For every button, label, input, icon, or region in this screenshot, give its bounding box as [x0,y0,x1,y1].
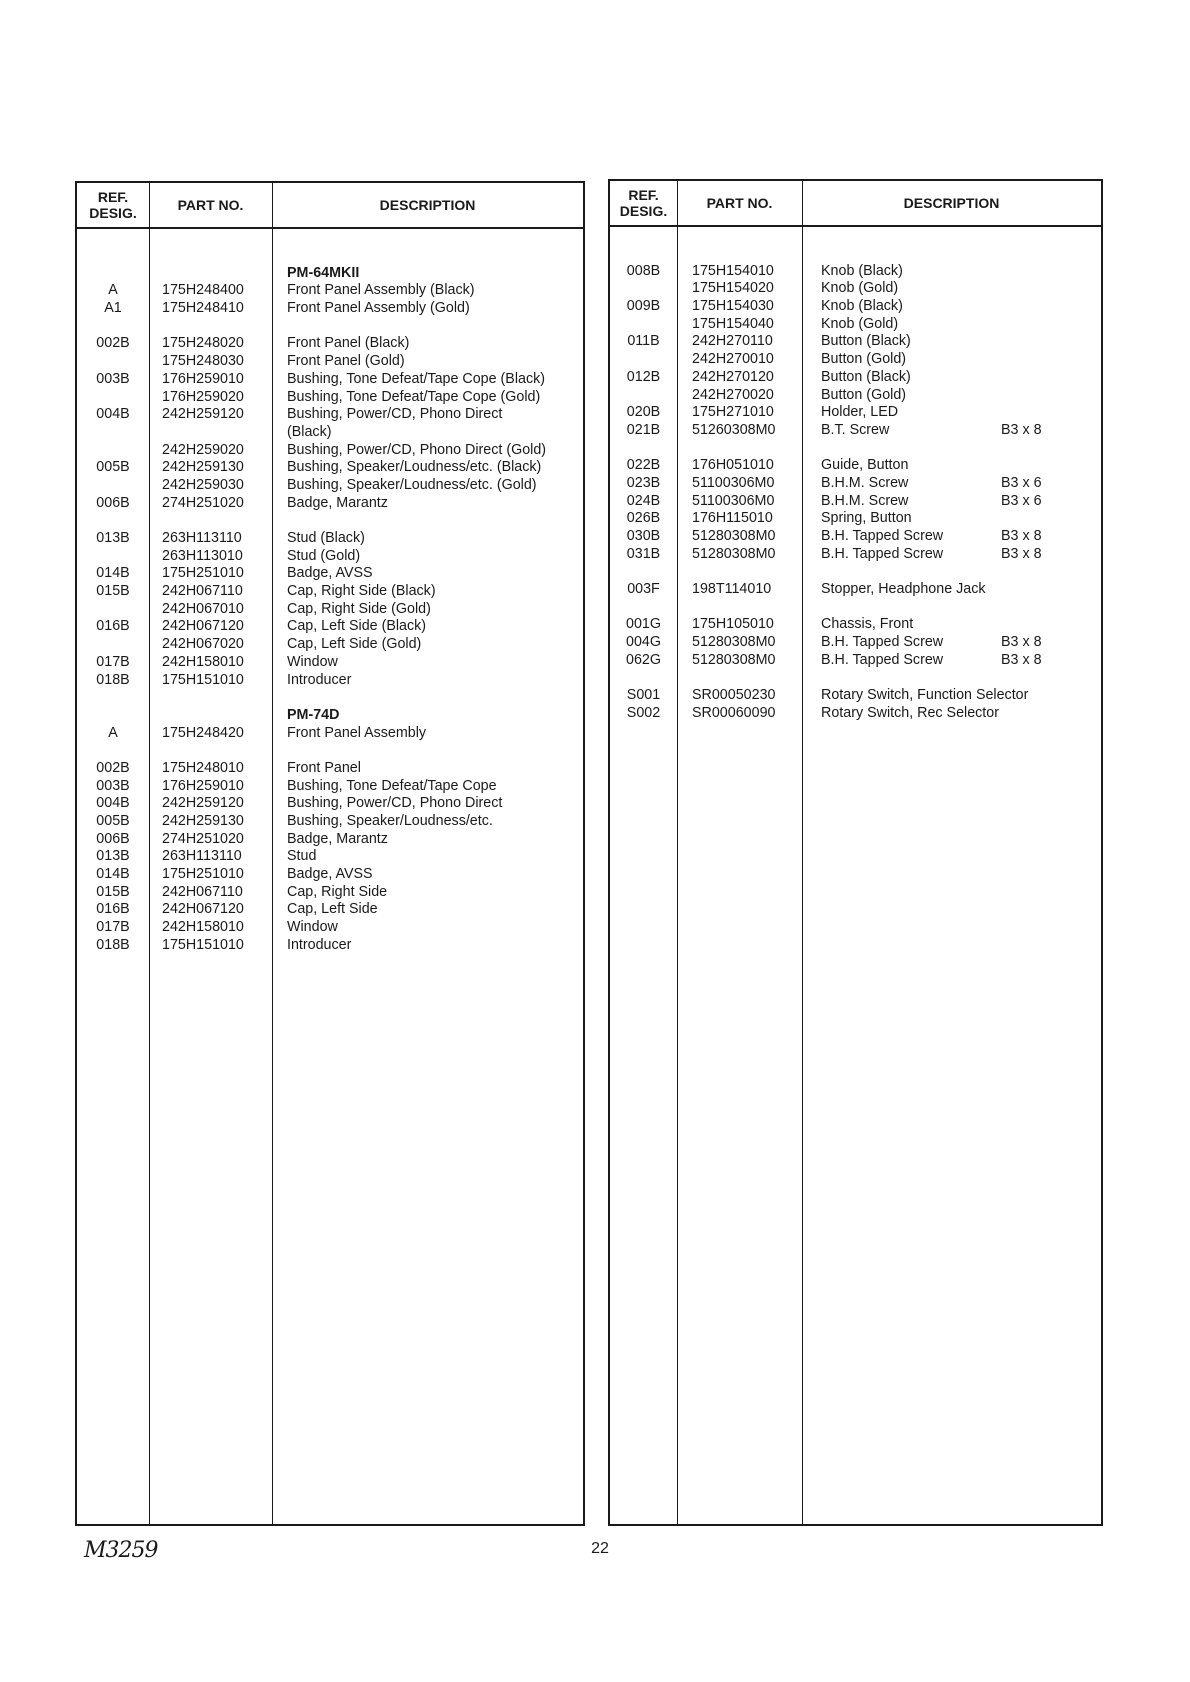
part-no-cell: 175H251010 [162,565,244,582]
table-row [610,546,1101,564]
ref-desig-cell: 005B [96,813,130,829]
parts-list-right [610,245,1101,723]
table-row [610,280,1101,298]
description-cell: Spring, Button [821,510,912,527]
table-row [77,866,583,884]
description-cell: Knob (Black) [821,298,903,315]
part-no-cell: 175H248030 [162,353,244,370]
description-cell: Cap, Left Side (Black) [287,618,427,635]
ref-desig-cell: 009B [626,298,661,315]
ref-desig-cell: 002B [96,759,130,776]
header-divider [77,227,583,229]
ref-desig-cell: 024B [626,492,661,509]
table-row [77,459,583,477]
description-cell: Rotary Switch, Function Selector [821,687,1029,704]
part-no-cell: 175H105010 [692,616,774,633]
screw-size-cell: B3 x 8 [1001,545,1042,562]
table-row [77,565,583,583]
part-no-cell: 242H067010 [162,600,244,617]
part-no-cell: 51100306M0 [692,492,775,509]
ref-desig-cell: 022B [626,457,661,474]
header-ref: REF. [628,187,659,203]
description-cell: Knob (Gold) [821,280,899,297]
table-row [610,652,1101,670]
table-row [77,583,583,601]
ref-desig-cell: 006B [96,494,130,511]
part-no-cell: 242H259120 [162,406,244,423]
table-row [77,495,583,513]
part-no-cell: 175H154010 [692,262,774,279]
table-row [77,831,583,849]
description-cell: Button (Black) [821,368,911,385]
description-cell: Cap, Right Side (Black) [287,583,436,600]
description-cell: Bushing, Tone Defeat/Tape Cope [287,777,497,794]
description-cell: B.T. Screw [821,421,890,438]
ref-desig-cell: 013B [96,848,130,865]
table-row [610,457,1101,475]
table-row [77,548,583,566]
ref-desig-cell: 017B [96,919,130,936]
page-number: 22 [591,1540,609,1557]
ref-desig-cell: 003B [96,777,130,794]
ref-desig-cell: 015B [96,583,130,600]
ref-desig-cell: 014B [96,866,130,883]
header-part-no: PART NO. [706,195,773,211]
table-row [610,404,1101,422]
model-heading: PM-74D [287,706,340,723]
part-no-cell: 242H158010 [162,919,244,936]
table-row [610,493,1101,511]
part-no-cell: 51260308M0 [692,421,776,438]
table-row [77,672,583,690]
part-no-cell: 176H259010 [162,777,244,794]
part-no-cell: 242H259120 [162,795,244,812]
description-cell: Stud (Gold) [287,547,361,564]
table-row [77,778,583,796]
description-cell: Cap, Right Side [287,883,388,900]
ref-desig-cell: 017B [96,653,130,670]
description-cell: Knob (Gold) [821,315,899,332]
ref-desig-cell: 004G [626,634,661,651]
description-cell: B.H. Tapped Screw [821,634,944,651]
part-no-cell: 242H259130 [162,459,244,476]
ref-desig-cell: 026B [626,510,661,527]
part-no-cell: SR00060090 [692,704,776,721]
table-row [610,705,1101,723]
table-row [77,618,583,636]
table-row [77,795,583,813]
parts-table-left [75,181,585,1526]
ref-desig-cell: 015B [96,883,130,900]
header-ref-desig [77,183,149,227]
screw-size-cell: B3 x 8 [1001,421,1042,438]
header-divider [610,225,1101,227]
part-no-cell: 176H051010 [692,457,774,474]
table-row [77,725,583,743]
description-cell: (Black) [287,423,332,440]
description-cell: Bushing, Speaker/Loudness/etc. (Gold) [287,476,537,493]
ref-desig-cell: 008B [626,262,661,279]
part-no-cell: 263H113110 [162,848,242,865]
header-desig: DESIG. [89,205,137,221]
header-part-no: PART NO. [177,197,244,213]
header-ref-desig [610,181,677,225]
screw-size-cell: B3 x 8 [1001,528,1042,544]
table-row [77,353,583,371]
ref-desig-cell: 005B [96,459,130,476]
part-no-cell: 242H259030 [162,476,244,493]
table-row [77,442,583,460]
part-no-cell: 242H270120 [692,368,774,385]
part-no-cell: 263H113110 [162,530,242,546]
part-no-cell: 175H154020 [692,280,774,297]
ref-desig-cell: 006B [96,830,130,847]
part-no-cell: 242H067120 [162,901,244,918]
description-cell: Front Panel (Gold) [287,353,405,370]
description-cell: Bushing, Speaker/Loudness/etc. (Black) [287,459,542,476]
ref-desig-cell: 014B [96,565,130,582]
ref-desig-cell: 016B [96,618,130,635]
table-row [77,335,583,353]
description-cell: Guide, Button [821,457,909,474]
screw-size-cell: B3 x 8 [1001,634,1042,651]
description-cell: Rotary Switch, Rec Selector [821,704,999,721]
part-no-cell: 175H151010 [162,936,244,953]
description-cell: Cap, Left Side [287,901,378,918]
part-no-cell: 242H259020 [162,441,244,458]
ref-desig-cell: 030B [626,528,661,544]
table-row [610,298,1101,316]
part-no-cell: 274H251020 [162,830,244,847]
part-no-cell: 51100306M0 [692,474,775,491]
part-no-cell: 242H158010 [162,653,244,670]
table-row [610,263,1101,281]
table-row [610,581,1101,599]
row-spacer [77,742,583,760]
description-cell: Front Panel Assembly [287,724,427,741]
ref-desig-cell: 011B [627,333,660,350]
ref-desig-cell: 021B [626,421,661,438]
table-row [610,351,1101,369]
table-row [77,265,583,283]
part-no-cell: 175H248020 [162,335,244,352]
table-row [77,371,583,389]
table-row [610,528,1101,546]
header-ref: REF. [97,189,129,205]
table-row [610,687,1101,705]
description-cell: Cap, Right Side (Gold) [287,600,431,617]
table-row [77,654,583,672]
part-no-cell: 51280308M0 [692,528,776,544]
table-row [77,919,583,937]
part-no-cell: 176H115010 [692,510,773,527]
ref-desig-cell: 012B [626,368,661,385]
description-cell: Button (Black) [821,333,911,350]
description-cell: Introducer [287,671,352,688]
ref-desig-cell: 004B [96,406,130,423]
description-cell: B.H. Tapped Screw [821,545,944,562]
table-row [610,475,1101,493]
description-cell: Front Panel Assembly (Gold) [287,300,470,317]
description-cell: Front Panel [287,759,361,776]
row-spacer [77,512,583,530]
table-row [77,282,583,300]
part-no-cell: 175H271010 [692,404,774,421]
part-no-cell: 175H248400 [162,282,244,299]
table-row [610,616,1101,634]
table-row [610,510,1101,528]
description-cell: Bushing, Tone Defeat/Tape Cope (Black) [287,370,546,387]
part-no-cell: 175H248410 [162,300,244,317]
part-no-cell: 242H067120 [162,618,244,635]
ref-desig-cell: 001G [626,616,661,633]
table-row [77,884,583,902]
table-row [77,601,583,619]
table-row [77,389,583,407]
description-cell: Badge, AVSS [287,565,373,582]
part-no-cell: 242H067110 [162,883,243,900]
ref-desig-cell: S002 [626,704,661,721]
part-no-cell: 274H251020 [162,494,244,511]
ref-desig-cell: A [108,724,118,741]
part-no-cell: 51280308M0 [692,545,776,562]
description-cell: Button (Gold) [821,351,907,368]
ref-desig-cell: 018B [96,936,130,953]
row-spacer [610,440,1101,458]
model-heading: PM-64MKII [287,264,360,281]
header-desig: DESIG. [619,203,668,219]
row-spacer [610,563,1101,581]
parts-list-left [77,247,583,955]
table-row [77,813,583,831]
description-cell: Stud (Black) [287,530,365,546]
description-cell: Bushing, Power/CD, Phono Direct [287,795,503,812]
header-description: DESCRIPTION [379,197,476,213]
ref-desig-cell: 018B [96,671,130,688]
description-cell: Introducer [287,936,352,953]
screw-size-cell: B3 x 6 [1001,474,1042,491]
description-cell: Bushing, Speaker/Loudness/etc. [287,813,493,829]
description-cell: Bushing, Power/CD, Phono Direct (Gold) [287,441,547,458]
part-no-cell: 242H067020 [162,636,244,653]
part-no-cell: 51280308M0 [692,651,776,668]
part-no-cell: 263H113010 [162,547,243,564]
ref-desig-cell: 002B [96,335,130,352]
table-row [77,477,583,495]
row-spacer [610,599,1101,617]
description-cell: B.H. Tapped Screw [821,528,944,544]
row-spacer [77,247,583,265]
ref-desig-cell: 023B [626,474,661,491]
description-cell: Chassis, Front [821,616,914,633]
ref-desig-cell: 003F [627,581,660,598]
table-row [77,848,583,866]
table-row [610,422,1101,440]
table-row [77,707,583,725]
ref-desig-cell: A [108,282,118,299]
description-cell: Badge, Marantz [287,494,388,511]
table-row [610,369,1101,387]
part-no-cell: 198T114010 [692,581,772,598]
part-no-cell: 175H151010 [162,671,244,688]
ref-desig-cell: 020B [626,404,661,421]
description-cell: Front Panel Assembly (Black) [287,282,475,299]
row-spacer [610,670,1101,688]
part-no-cell: 175H248420 [162,724,244,741]
description-cell: Stud [287,848,317,865]
description-cell: Holder, LED [821,404,899,421]
part-no-cell: 175H248010 [162,759,244,776]
description-cell: Badge, AVSS [287,866,373,883]
description-cell: B.H.M. Screw [821,492,909,509]
table-row [610,634,1101,652]
screw-size-cell: B3 x 6 [1001,492,1042,509]
part-no-cell: 175H154030 [692,298,774,315]
part-no-cell: 242H270010 [692,351,774,368]
description-cell: Window [287,653,338,670]
ref-desig-cell: 004B [96,795,130,812]
parts-table-right [608,179,1103,1526]
part-no-cell: 242H259130 [162,813,244,829]
description-cell: Bushing, Tone Defeat/Tape Cope (Gold) [287,388,541,405]
description-cell: B.H. Tapped Screw [821,651,944,668]
part-no-cell: 176H259020 [162,388,244,405]
description-cell: Bushing, Power/CD, Phono Direct [287,406,503,423]
ref-desig-cell: S001 [626,687,661,704]
ref-desig-cell: A1 [104,300,122,317]
description-cell: Cap, Left Side (Gold) [287,636,422,653]
screw-size-cell: B3 x 8 [1001,651,1042,668]
table-row [77,424,583,442]
header-description: DESCRIPTION [903,195,1000,211]
part-no-cell: SR00050230 [692,687,776,704]
part-no-cell: 51280308M0 [692,634,776,651]
table-row [77,300,583,318]
table-row [77,901,583,919]
part-no-cell: 175H154040 [692,315,774,332]
ref-desig-cell: 013B [96,530,130,546]
description-cell: Stopper, Headphone Jack [821,581,986,598]
description-cell: Knob (Black) [821,262,903,279]
row-spacer [77,689,583,707]
row-spacer [77,318,583,336]
row-spacer [610,245,1101,263]
part-no-cell: 242H270020 [692,386,774,403]
part-no-cell: 176H259010 [162,370,244,387]
table-row [610,333,1101,351]
part-no-cell: 242H270110 [692,333,773,350]
table-row [77,636,583,654]
description-cell: B.H.M. Screw [821,474,909,491]
description-cell: Button (Gold) [821,386,907,403]
ref-desig-cell: 016B [96,901,130,918]
part-no-cell: 242H067110 [162,583,243,600]
ref-desig-cell: 031B [626,545,661,562]
table-row [77,530,583,548]
ref-desig-cell: 003B [96,370,130,387]
ref-desig-cell: 062G [626,651,661,668]
table-row [610,316,1101,334]
description-cell: Window [287,919,338,936]
description-cell: Front Panel (Black) [287,335,410,352]
part-no-cell: 175H251010 [162,866,244,883]
table-row [77,760,583,778]
description-cell: Badge, Marantz [287,830,388,847]
table-row [77,937,583,955]
handwritten-note: M3259 [84,1538,158,1563]
table-row [610,387,1101,405]
table-row [77,406,583,424]
